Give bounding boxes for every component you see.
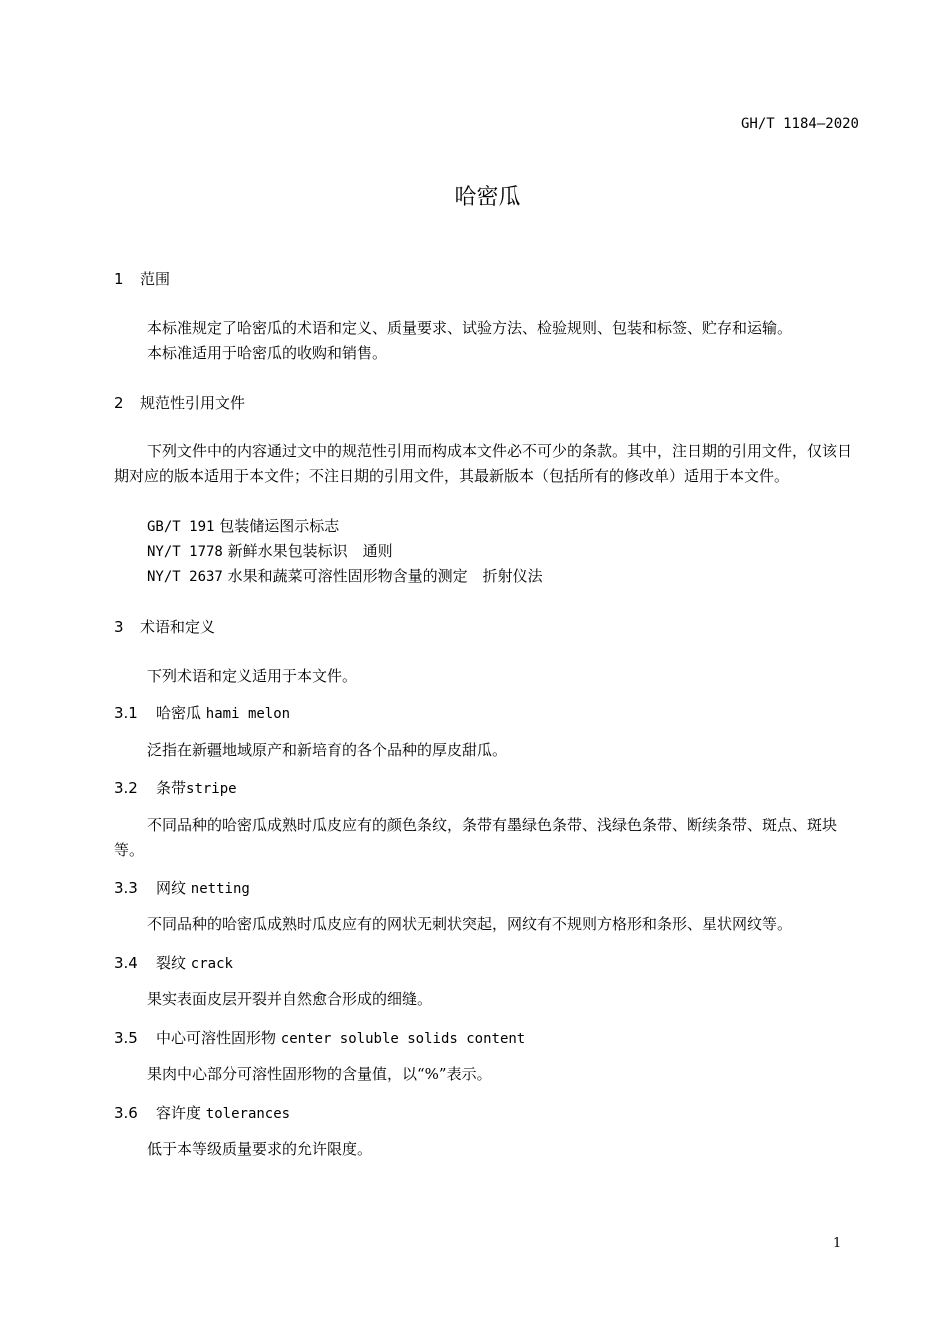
term-number: 3.5 xyxy=(114,1029,138,1047)
term-definition: 果实表面皮层开裂并自然愈合形成的细缝。 xyxy=(147,990,433,1008)
term-heading xyxy=(114,777,237,798)
term-number: 3.6 xyxy=(114,1104,138,1122)
document-code: GH/T 1184—2020 xyxy=(740,116,859,132)
term-en: netting xyxy=(190,881,250,897)
reference-item xyxy=(147,515,339,536)
section-title: 规范性引用文件 xyxy=(140,394,246,412)
term-en: stripe xyxy=(186,781,237,797)
term-definition: 果肉中心部分可溶性固形物的含量值，以“%”表示。 xyxy=(147,1065,492,1083)
section-1-heading xyxy=(114,268,170,289)
term-zh: 容许度 xyxy=(156,1104,202,1122)
page-title: 哈密瓜 xyxy=(454,185,521,210)
term-heading xyxy=(114,1027,525,1048)
term-heading xyxy=(114,1102,290,1123)
section-number: 2 xyxy=(114,394,124,412)
term-en: crack xyxy=(190,956,233,972)
term-definition: 低于本等级质量要求的允许限度。 xyxy=(147,1140,373,1158)
term-heading xyxy=(114,877,250,898)
term-zh: 哈密瓜 xyxy=(156,704,202,722)
section-title: 术语和定义 xyxy=(140,618,216,636)
term-en: center soluble solids content xyxy=(280,1031,526,1047)
section-title: 范围 xyxy=(140,270,171,288)
term-zh: 网纹 xyxy=(156,879,187,897)
term-definition: 不同品种的哈密瓜成熟时瓜皮应有的网状无刺状突起，网纹有不规则方格形和条形、星状网纹等。 xyxy=(147,915,793,933)
reference-code: GB/T 191 xyxy=(147,519,215,535)
term-zh: 中心可溶性固形物 xyxy=(156,1029,277,1047)
term-zh: 条带 xyxy=(156,779,187,797)
reference-item xyxy=(147,565,543,586)
reference-title: 包装储运图示标志 xyxy=(219,517,340,535)
term-number: 3.2 xyxy=(114,779,138,797)
normative-references-intro: 下列文件中的内容通过文中的规范性引用而构成本文件必不可少的条款。其中，注日期的引用文件，仅该日期对应的版本适用于本文件；不注日期的引用文件，其最新版本（包括所有的修改单）适用于本文件。 xyxy=(114,442,853,485)
scope-paragraph-2: 本标准适用于哈密瓜的收购和销售。 xyxy=(147,344,388,362)
term-zh: 裂纹 xyxy=(156,954,187,972)
term-en: tolerances xyxy=(205,1106,291,1122)
section-3-heading xyxy=(114,616,215,637)
reference-code: NY/T 1778 xyxy=(147,544,223,560)
term-heading xyxy=(114,702,290,723)
term-definition: 泛指在新疆地域原产和新培育的各个品种的厚皮甜瓜。 xyxy=(147,741,508,759)
term-heading xyxy=(114,952,233,973)
term-definition: 不同品种的哈密瓜成熟时瓜皮应有的颜色条纹，条带有墨绿色条带、浅绿色条带、断续条带、斑点、斑块等。 xyxy=(114,816,838,859)
section-2-heading xyxy=(114,392,245,413)
term-en: hami melon xyxy=(205,706,291,722)
term-number: 3.1 xyxy=(114,704,138,722)
reference-title: 水果和蔬菜可溶性固形物含量的测定 折射仪法 xyxy=(227,567,543,585)
section-number: 3 xyxy=(114,618,124,636)
reference-title: 新鲜水果包装标识 通则 xyxy=(227,542,393,560)
section-number: 1 xyxy=(114,270,124,288)
scope-paragraph-1: 本标准规定了哈密瓜的术语和定义、质量要求、试验方法、检验规则、包装和标签、贮存和运输。 xyxy=(147,319,793,337)
term-number: 3.4 xyxy=(114,954,138,972)
page-number: 1 xyxy=(833,1236,842,1251)
term-number: 3.3 xyxy=(114,879,138,897)
terms-intro: 下列术语和定义适用于本文件。 xyxy=(147,667,358,685)
reference-code: NY/T 2637 xyxy=(147,569,223,585)
reference-item xyxy=(147,540,393,561)
